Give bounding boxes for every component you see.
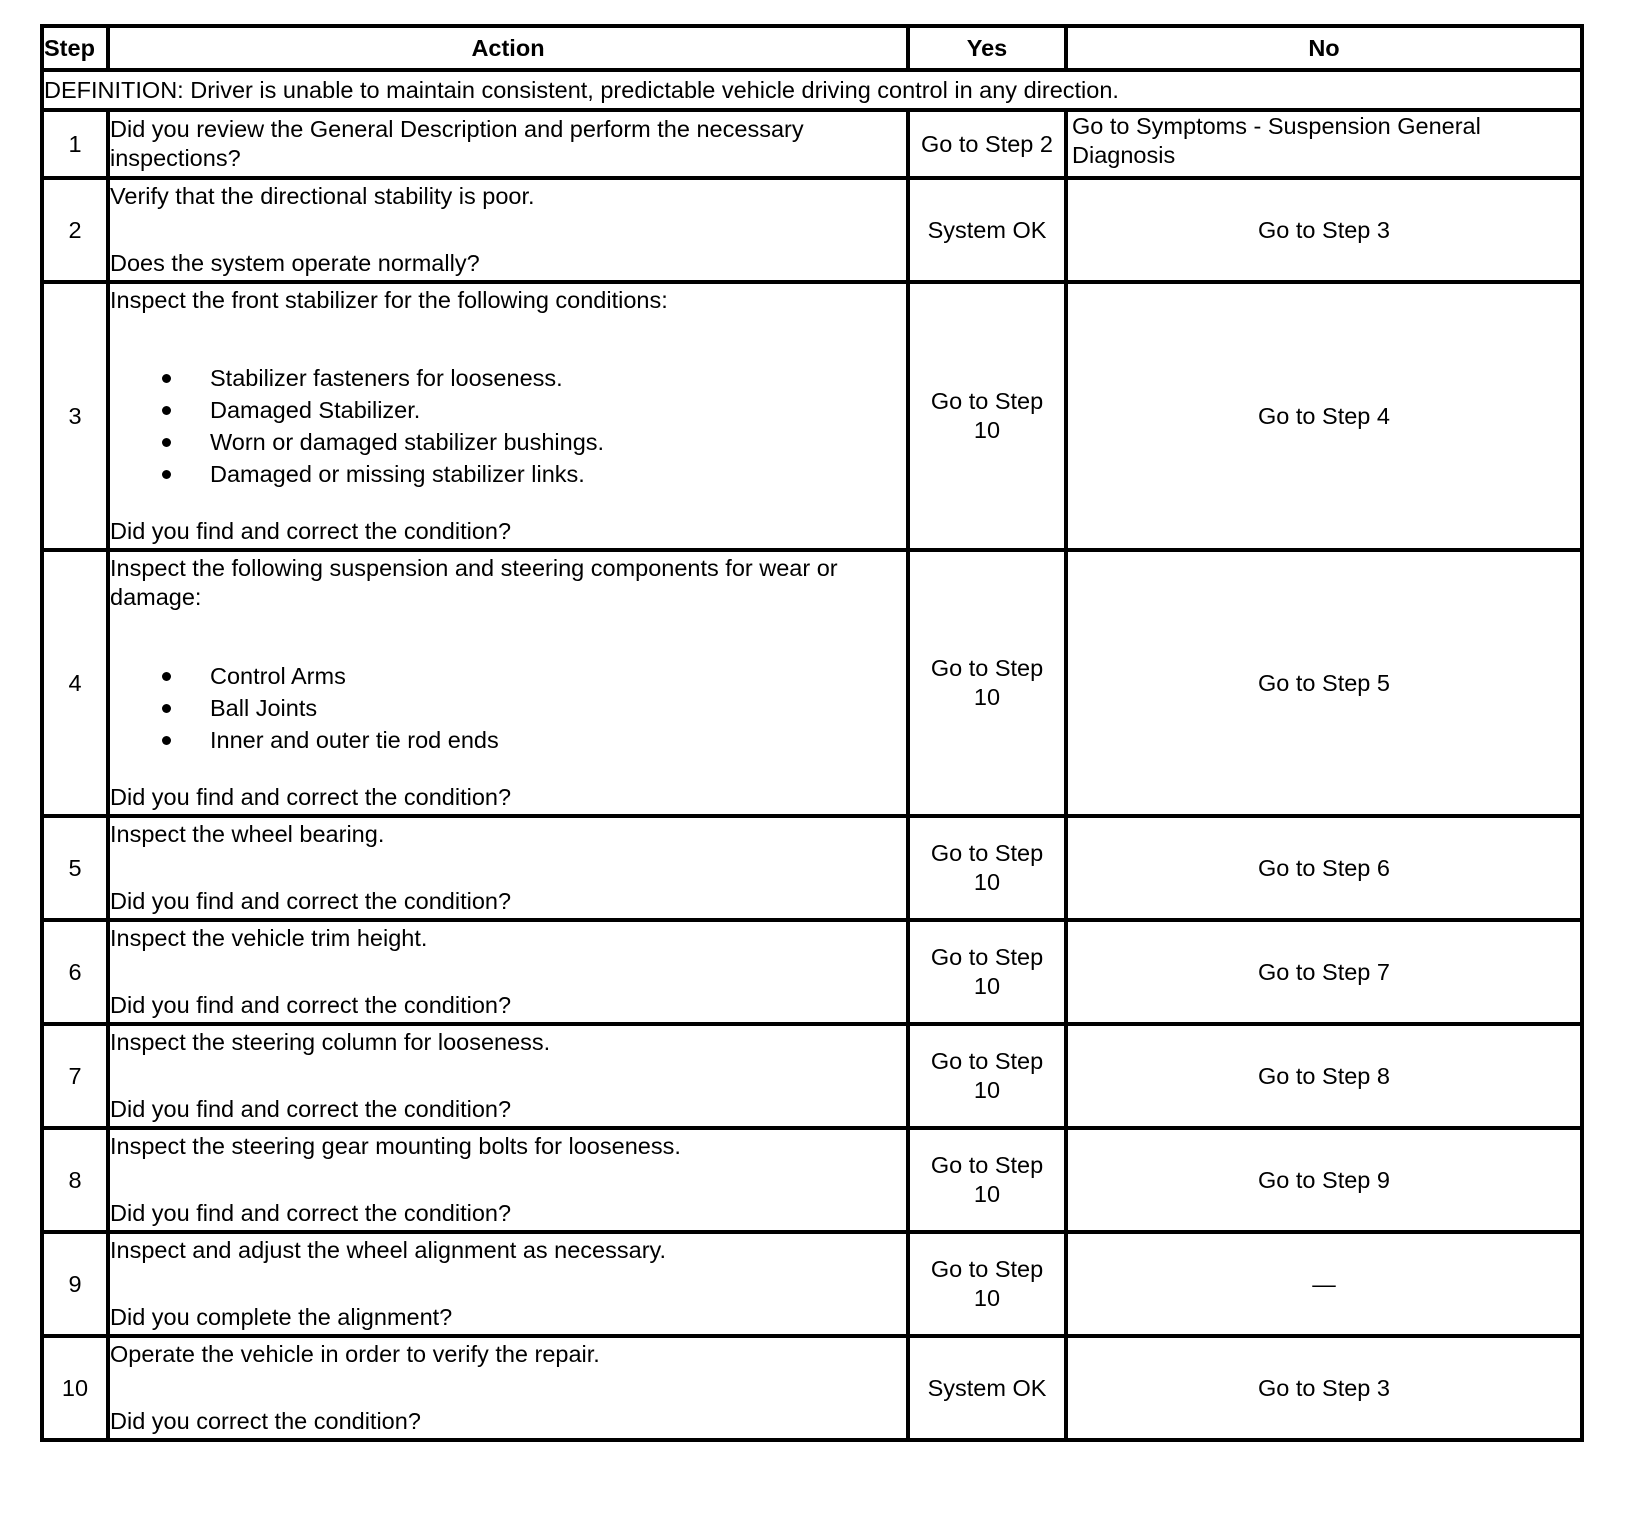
table-row <box>42 178 1582 282</box>
table-row <box>42 1128 1582 1232</box>
table-row <box>42 550 1582 816</box>
action-intro: Inspect the following suspension and steering components for wear or damage: <box>110 555 838 610</box>
list-item <box>110 394 906 426</box>
yes-outcome <box>908 1024 1066 1128</box>
yes-outcome: System OK <box>908 1336 1066 1440</box>
yes-outcome-text: Go to Step 10 <box>930 944 1044 999</box>
bullet-icon <box>162 470 171 479</box>
list-item-text: Control Arms <box>210 662 346 689</box>
action-question: Did you find and correct the condition? <box>110 992 512 1018</box>
list-item-text: Inner and outer tie rod ends <box>210 726 499 753</box>
no-outcome: Go to Step 3 <box>1066 178 1582 282</box>
definition-text: DEFINITION: Driver is unable to maintain consistent, predictable vehicle driving control in any direction. <box>42 70 1582 110</box>
bullet-icon <box>162 736 171 745</box>
action-intro: Verify that the directional stability is poor. <box>110 183 535 209</box>
list-item <box>110 458 906 490</box>
list-item <box>110 660 906 692</box>
no-outcome: Go to Step 6 <box>1066 816 1582 920</box>
yes-outcome <box>908 1232 1066 1336</box>
action-cell <box>108 816 908 920</box>
yes-outcome-text: Go to Step 10 <box>930 1152 1044 1207</box>
action-intro: Inspect the steering gear mounting bolts for looseness. <box>110 1133 681 1159</box>
header-action: Action <box>108 26 908 70</box>
action-cell <box>108 550 908 816</box>
no-outcome: Go to Symptoms - Suspension General Diagnosis <box>1066 110 1582 178</box>
header-yes: Yes <box>908 26 1066 70</box>
action-question: Did you find and correct the condition? <box>110 1200 512 1226</box>
action-cell <box>108 920 908 1024</box>
bullet-icon <box>162 704 171 713</box>
action-intro: Operate the vehicle in order to verify the repair. <box>110 1341 600 1367</box>
action-question: Did you find and correct the condition? <box>110 518 512 544</box>
list-item-text: Worn or damaged stabilizer bushings. <box>210 429 605 455</box>
yes-outcome-text: Go to Step 10 <box>930 840 1044 895</box>
step-number: 6 <box>42 920 108 1024</box>
no-outcome: Go to Step 8 <box>1066 1024 1582 1128</box>
action-cell <box>108 1024 908 1128</box>
bullet-icon <box>162 374 171 383</box>
no-outcome: — <box>1066 1232 1582 1336</box>
yes-outcome: Go to Step 2 <box>908 110 1066 178</box>
action-cell <box>108 282 908 550</box>
table-row <box>42 1336 1582 1440</box>
action-text: Did you review the General Description and perform the necessary inspections? <box>108 110 908 178</box>
step-number: 4 <box>42 550 108 816</box>
yes-outcome <box>908 550 1066 816</box>
yes-outcome: System OK <box>908 178 1066 282</box>
table-row <box>42 1024 1582 1128</box>
action-cell <box>108 1128 908 1232</box>
action-intro: Inspect the wheel bearing. <box>110 821 385 847</box>
table-row <box>42 110 1582 178</box>
action-cell <box>108 1336 908 1440</box>
step-number: 2 <box>42 178 108 282</box>
list-item-text: Damaged Stabilizer. <box>210 397 421 423</box>
bullet-icon <box>162 406 171 415</box>
yes-outcome <box>908 920 1066 1024</box>
yes-outcome <box>908 282 1066 550</box>
yes-outcome <box>908 1128 1066 1232</box>
no-outcome: Go to Step 3 <box>1066 1336 1582 1440</box>
action-question: Did you find and correct the condition? <box>110 1096 512 1122</box>
list-item <box>110 724 906 756</box>
action-cell <box>108 178 908 282</box>
table-row <box>42 816 1582 920</box>
component-list <box>110 660 906 756</box>
list-item <box>110 362 906 394</box>
list-item <box>110 426 906 458</box>
table-row <box>42 920 1582 1024</box>
header-step: Step <box>42 26 108 70</box>
header-row <box>42 26 1582 70</box>
action-question: Did you complete the alignment? <box>110 1304 453 1330</box>
list-item-text: Stabilizer fasteners for looseness. <box>210 365 563 391</box>
header-no: No <box>1066 26 1582 70</box>
action-question: Did you find and correct the condition? <box>110 888 512 914</box>
action-question: Did you find and correct the condition? <box>110 784 512 810</box>
step-number: 7 <box>42 1024 108 1128</box>
no-outcome: Go to Step 9 <box>1066 1128 1582 1232</box>
no-outcome: Go to Step 5 <box>1066 550 1582 816</box>
yes-outcome <box>908 816 1066 920</box>
action-intro: Inspect the vehicle trim height. <box>110 925 428 951</box>
step-number: 8 <box>42 1128 108 1232</box>
action-question: Does the system operate normally? <box>110 250 480 276</box>
diagnostic-table <box>40 24 1584 1442</box>
yes-outcome-text: Go to Step 10 <box>930 388 1044 443</box>
step-number: 1 <box>42 110 108 178</box>
yes-outcome-text: Go to Step 10 <box>930 655 1044 710</box>
condition-list <box>110 362 906 490</box>
no-outcome: Go to Step 7 <box>1066 920 1582 1024</box>
action-question: Did you correct the condition? <box>110 1408 421 1434</box>
list-item <box>110 692 906 724</box>
no-outcome: Go to Step 4 <box>1066 282 1582 550</box>
bullet-icon <box>162 438 171 447</box>
bullet-icon <box>162 672 171 681</box>
action-cell <box>108 1232 908 1336</box>
step-number: 3 <box>42 282 108 550</box>
action-intro: Inspect the steering column for looseness. <box>110 1029 551 1055</box>
table-row <box>42 1232 1582 1336</box>
list-item-text: Ball Joints <box>210 694 318 721</box>
definition-row <box>42 70 1582 110</box>
yes-outcome-text: Go to Step 10 <box>930 1048 1044 1103</box>
action-intro: Inspect the front stabilizer for the following conditions: <box>110 287 668 313</box>
yes-outcome-text: Go to Step 10 <box>930 1256 1044 1311</box>
step-number: 5 <box>42 816 108 920</box>
step-number: 10 <box>42 1336 108 1440</box>
table-row <box>42 282 1582 550</box>
step-number: 9 <box>42 1232 108 1336</box>
list-item-text: Damaged or missing stabilizer links. <box>210 461 585 487</box>
action-intro: Inspect and adjust the wheel alignment as necessary. <box>110 1237 667 1263</box>
